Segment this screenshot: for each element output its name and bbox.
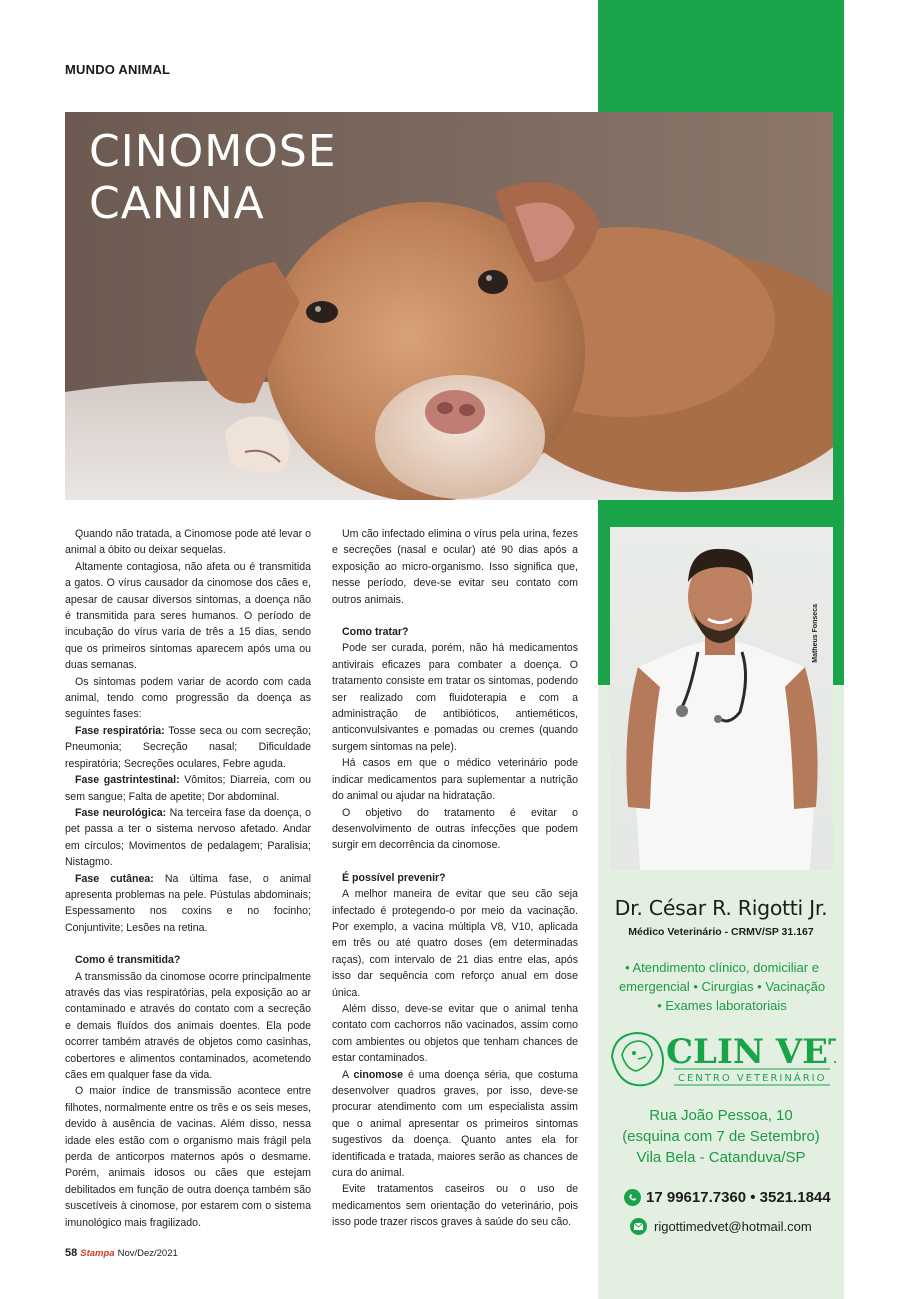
phase-text: Na última fase, o animal apresenta problemas na pele. Pústulas abdominais; Espessamento nos coxins e no focinho; Conjuntivite; Lesões na retina. bbox=[65, 872, 311, 934]
title-line-2: CANINA bbox=[89, 178, 265, 229]
paragraph: Evite tratamentos caseiros ou o uso de medicamentos sem orientação do veterinário, pois isso pode trazer riscos graves à saúde do seu cão. bbox=[332, 1183, 578, 1229]
text: A bbox=[342, 1068, 354, 1081]
photo-credit: Matheus Fonseca bbox=[812, 604, 819, 663]
logo-tagline: CENTRO VETERINÁRIO bbox=[678, 1073, 827, 1084]
paragraph: Há casos em que o médico veterinário pode indicar medicamentos para suplementar a nutrição do animal ou ajudar na hidratação. bbox=[332, 757, 578, 803]
section-label: MUNDO ANIMAL bbox=[65, 62, 171, 77]
text: é uma doença séria, que costuma desenvolver quadros graves, por isso, deve-se procurar atendimento com um especialista assim que o animal apresentar os primeiros sintomas sugestivos da doença. Quanto antes ela for identificada e tratada, maiores serão as chances de cura do animal. bbox=[332, 1068, 578, 1180]
doctor-name: Dr. César R. Rigotti Jr. bbox=[614, 896, 828, 920]
phase-text: Vômitos; Diarreia, com ou sem sangue; Falta de apetite; Dor abdominal. bbox=[65, 774, 311, 803]
paragraph: A melhor maneira de evitar que seu cão seja infectado é protegendo-o por meio da vacinação. Por exemplo, a vacina múltipla V8, V10, aplicada em três ou até quatro doses (em determinadas raças), com intervalo de 21 dias entre elas, após isso dar sequência com reforço anual em dose única. bbox=[332, 888, 578, 999]
phase-text: Tosse seca ou com secreção; Pneumonia; Secreção nasal; Dificuldade respiratória; Secreções oculares, Febre aguda. bbox=[65, 724, 311, 770]
clinvet-logo bbox=[608, 1027, 836, 1089]
phase-text: Na terceira fase da doença, o pet passa a ter o sistema nervoso afetado. Andar em círculos; Movimentos de pedalagem; Paralisia; Nistagmo. bbox=[65, 806, 311, 869]
paragraph: O maior índice de transmissão acontece entre filhotes, normalmente entre os três e os seis meses, devido à ausência de vacinas. Além disso, nessa idade eles estão com o organismo mais frágil pela perda de anticorpos maternos após o desmame. Porém, animais idosos ou cães que estejam debilitados em função de outra doença também são suscetíveis à cinomose, por estarem com o sistema imunológico mais fragilizado. bbox=[65, 1085, 311, 1229]
paragraph: A transmissão da cinomose ocorre principalmente através das vias respiratórias, pela exposição ao ar contaminado e através do contato com a secreção e demais fluídos dos animais doentes. Ela pode ocorrer também através de objetos como casinhas, cobertores e alimentos contaminados, acometendo cães em qualquer fase da vida. bbox=[65, 970, 311, 1081]
paragraph: Um cão infectado elimina o vírus pela urina, fezes e secreções (nasal e ocular) até 90 dias após a exposição ao micro-organismo. Isso significa que, nesse período, deve-se evitar seu contato com outros animais. bbox=[332, 528, 578, 606]
address-line: Rua João Pessoa, 10 bbox=[649, 1107, 793, 1124]
whatsapp-icon bbox=[624, 1189, 641, 1206]
paragraph: Altamente contagiosa, não afeta ou é transmitida a gatos. O vírus causador da cinomose dos cães e, apesar de causar diversos sintomas, a doença não é transmitida para seres humanos. O período de incubação do vírus varia de três a 15 dias, sendo que os primeiros sintomas aparecem após uma ou duas semanas. bbox=[65, 560, 311, 672]
issue-date: Nov/Dez/2021 bbox=[117, 1248, 178, 1259]
paragraph: O objetivo do tratamento é evitar o desenvolvimento de outras infecções que podem surgir em decorrência da cinomose. bbox=[332, 806, 578, 852]
phase-gastro bbox=[65, 772, 311, 805]
service-line: • Atendimento clínico, domiciliar e bbox=[625, 960, 819, 975]
hero-image bbox=[65, 112, 833, 500]
paragraph: Quando não tratada, a Cinomose pode até levar o animal a óbito ou deixar sequelas. bbox=[65, 528, 311, 557]
phase-label: Fase cutânea: bbox=[75, 872, 154, 885]
subheading-prevention: É possível prevenir? bbox=[342, 871, 446, 884]
article-column-2 bbox=[332, 526, 578, 1231]
page-footer bbox=[65, 1247, 178, 1259]
email-address: rigottimedvet@hotmail.com bbox=[654, 1218, 812, 1234]
logo-wordmark: CLIN VET bbox=[666, 1032, 836, 1072]
address-line: Vila Bela - Catanduva/SP bbox=[636, 1149, 806, 1166]
doctor-photo bbox=[610, 527, 833, 870]
doctor-illustration bbox=[610, 527, 833, 870]
paragraph: Pode ser curada, porém, não há medicamentos antivirais eficazes para combater a doença. O tratamento consiste em tratar os sintomas, podendo ser realizado com fluidoterapia e com a administração de antibióticos, antieméticos, anticonvulsivantes e pomadas ou cremes (quando surgem sintomas na pele). bbox=[332, 642, 578, 753]
article-column-1 bbox=[65, 526, 311, 1231]
phase-respiratory bbox=[65, 723, 311, 772]
doctor-registration: Médico Veterinário - CRMV/SP 31.167 bbox=[628, 926, 814, 938]
clinic-address bbox=[598, 1105, 844, 1168]
phase-cutaneous bbox=[65, 871, 311, 937]
email-contact[interactable] bbox=[630, 1216, 812, 1236]
phase-label: Fase gastrintestinal: bbox=[75, 774, 180, 787]
service-line: emergencial • Cirurgias • Vacinação bbox=[618, 979, 826, 994]
address-line: (esquina com 7 de Setembro) bbox=[622, 1128, 820, 1145]
article-title bbox=[89, 126, 337, 230]
service-line: • Exames laboratoriais bbox=[657, 998, 787, 1013]
paragraph: Os sintomas podem variar de acordo com cada animal, tendo como progressão da doença as seguintes fases: bbox=[65, 675, 311, 721]
emphasis: cinomose bbox=[353, 1068, 403, 1081]
subheading-treatment: Como tratar? bbox=[342, 626, 409, 639]
phase-neuro bbox=[65, 805, 311, 871]
email-icon bbox=[630, 1218, 647, 1235]
title-line-1: CINOMOSE bbox=[89, 126, 337, 177]
page-number: 58 bbox=[65, 1247, 78, 1259]
magazine-name: Stampa bbox=[80, 1248, 115, 1259]
subheading-transmission: Como é transmitida? bbox=[75, 954, 181, 967]
logo-graphic bbox=[608, 1027, 836, 1089]
phone-contact[interactable] bbox=[624, 1187, 831, 1207]
phase-label: Fase respiratória: bbox=[75, 724, 165, 737]
paragraph bbox=[332, 1067, 578, 1182]
phone-numbers: 17 99617.7360 • 3521.1844 bbox=[646, 1188, 831, 1206]
services-list bbox=[606, 958, 838, 1015]
phase-label: Fase neurológica: bbox=[75, 806, 167, 819]
paragraph: Além disso, deve-se evitar que o animal tenha contato com cachorros não vacinados, assim como com ambientes ou objetos que tenham chances de estar contaminados. bbox=[332, 1002, 578, 1065]
